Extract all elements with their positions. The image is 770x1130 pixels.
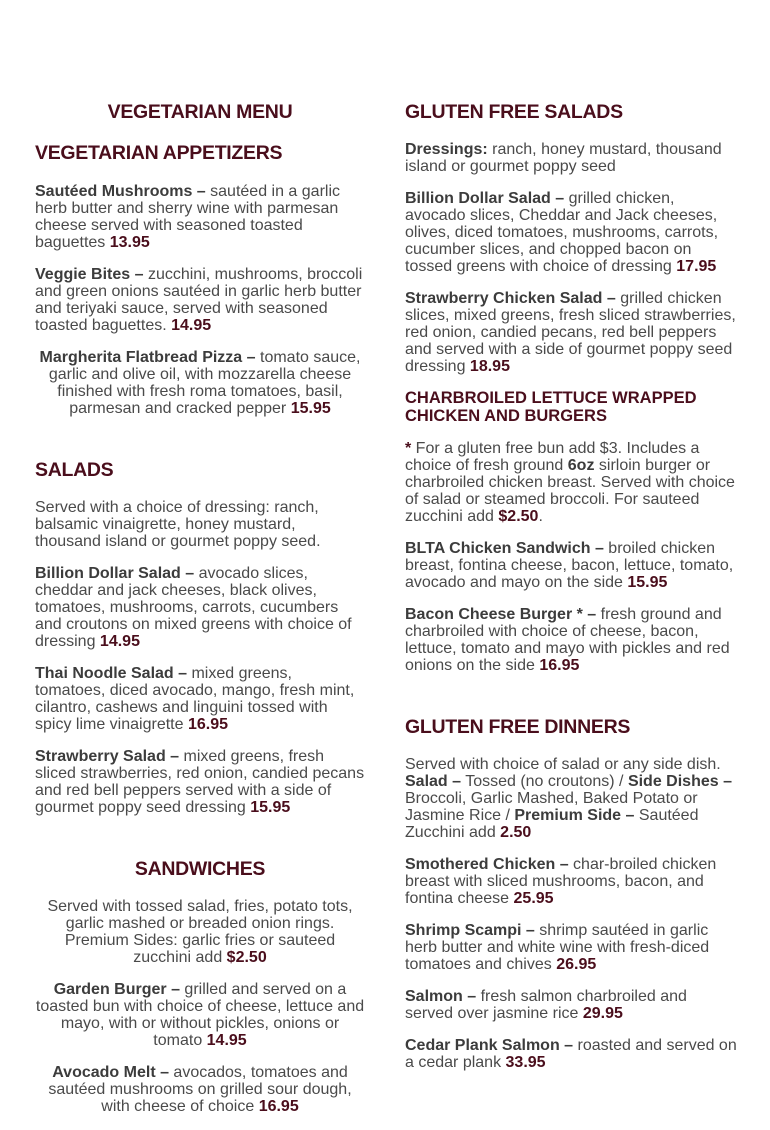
- item-description: mixed greens, tomatoes, diced avocado, mango, fresh mint, cilantro, cashews and linguini tossed with spicy lime vinaigrette: [35, 665, 355, 734]
- item-description: grilled chicken slices, mixed greens, fresh sliced strawberries, red onion, candied pecans, red bell peppers and served with a side of gourmet poppy seed dressing: [405, 290, 736, 376]
- menu-item: [405, 540, 737, 591]
- item-price: 26.95: [556, 956, 597, 974]
- item-price: 16.95: [187, 716, 228, 734]
- item-price: 15.95: [290, 399, 331, 417]
- item-description: mixed greens, fresh sliced strawberries, red onion, candied pecans and red bell peppers served with a side of gourmet poppy seed dressing: [35, 748, 365, 817]
- item-name: Veggie Bites –: [35, 265, 144, 283]
- dinners-intro: Served with choice of salad or any side dish. Salad – Tossed (no croutons) / Side Dishes – Broccoli, Garlic Mashed, Baked Potato or Jasmine Rice / Premium Side – Sautéed Zucchini add 2.50: [405, 756, 732, 842]
- item-description: sautéed in a garlic herb butter and sherry wine with parmesan cheese served with seasoned toasted baguettes: [35, 182, 341, 251]
- sandwiches-intro: Served with tossed salad, fries, potato tots, garlic mashed or breaded onion rings. Premium Sides: garlic fries or sauteed zucchini add $2.50: [47, 898, 353, 967]
- item-description: fresh ground and charbroiled with choice of cheese, bacon, lettuce, tomato and mayo with pickles and red onions on the side: [405, 605, 730, 674]
- item-name: Sautéed Mushrooms –: [35, 182, 206, 200]
- item-description: avocados, tomatoes and sautéed mushrooms on grilled sour dough, with cheese of choice: [48, 1064, 352, 1116]
- vegetarian-appetizers-title: VEGETARIAN APPETIZERS: [35, 142, 283, 165]
- charbroiled-title: CHARBROILED LETTUCE WRAPPED CHICKEN AND BURGERS: [405, 389, 697, 425]
- dressings-line: Dressings: ranch, honey mustard, thousand island or gourmet poppy seed: [405, 141, 722, 176]
- menu-item: [35, 349, 365, 417]
- item-name: Cedar Plank Salmon –: [405, 1037, 574, 1055]
- menu-item: [405, 190, 737, 275]
- menu-item: [35, 748, 365, 816]
- item-description: grilled chicken, avocado slices, Cheddar and Jack cheeses, olives, diced tomatoes, mushrooms, carrots, cucumber slices, and chopped bacon on tossed greens with choice of dressing: [405, 190, 719, 276]
- item-price: 25.95: [513, 890, 554, 908]
- gluten-free-bun-note: * For a gluten free bun add $3. Includes a choice of fresh ground 6oz sirloin burger or charbroiled chicken breast. Served with choice of salad or steamed broccoli. For sauteed zucchini add $2.50.: [405, 439, 735, 525]
- item-name: BLTA Chicken Sandwich –: [405, 539, 604, 557]
- menu-item: [405, 856, 737, 907]
- item-price: 33.95: [505, 1054, 546, 1072]
- gluten-free-salads-title: GLUTEN FREE SALADS: [405, 101, 623, 123]
- menu-item: [35, 266, 365, 334]
- item-name: Bacon Cheese Burger * –: [405, 605, 597, 623]
- menu-item: [405, 1037, 737, 1071]
- right-column: [405, 100, 737, 1086]
- item-price: 14.95: [206, 1032, 247, 1050]
- item-description: fresh salmon charbroiled and served over jasmine rice: [405, 988, 687, 1023]
- item-price: 17.95: [676, 258, 717, 276]
- item-price: 16.95: [258, 1098, 299, 1116]
- item-name: Avocado Melt –: [52, 1064, 169, 1082]
- menu-item: [405, 988, 737, 1022]
- menu-item: [35, 1064, 365, 1115]
- item-description: shrimp sautéed in garlic herb butter and white wine with fresh-diced tomatoes and chives: [405, 922, 710, 974]
- item-name: Thai Noodle Salad –: [35, 665, 188, 683]
- item-price: 14.95: [171, 316, 212, 334]
- item-description: char-broiled chicken breast with sliced mushrooms, bacon, and fontina cheese: [405, 856, 717, 908]
- item-name: Margherita Flatbread Pizza –: [39, 348, 256, 366]
- dressings-label: Dressings:: [405, 141, 488, 159]
- item-description: tomato sauce, garlic and olive oil, with mozzarella cheese finished with fresh roma tomatoes, basil, parmesan and cracked pepper: [48, 348, 361, 417]
- item-description: zucchini, mushrooms, broccoli and green onions sautéed in garlic herb butter and teriyaki sauce, served with seasoned toasted baguettes.: [35, 265, 363, 334]
- item-description: roasted and served on a cedar plank: [405, 1037, 737, 1072]
- item-price: 18.95: [469, 358, 510, 376]
- menu-item: [35, 665, 365, 733]
- premium-side-price: $2.50: [226, 949, 267, 967]
- item-name: Shrimp Scampi –: [405, 922, 535, 940]
- item-price: 16.95: [539, 656, 580, 674]
- item-description: grilled and served on a toasted bun with choice of cheese, lettuce and mayo, with or without pickles, onions or tomato: [35, 981, 365, 1050]
- menu-item: [35, 565, 365, 650]
- item-name: Billion Dollar Salad –: [35, 565, 195, 583]
- item-name: Billion Dollar Salad –: [405, 190, 565, 208]
- item-price: 15.95: [627, 573, 668, 591]
- menu-item: [35, 981, 365, 1049]
- left-column: [35, 100, 365, 1130]
- gluten-free-dinners-title: GLUTEN FREE DINNERS: [405, 715, 631, 738]
- item-name: Garden Burger –: [53, 981, 180, 999]
- menu-item: [35, 183, 365, 251]
- item-price: 13.95: [109, 233, 150, 251]
- menu-item: [405, 290, 737, 375]
- sandwiches-title: SANDWICHES: [134, 858, 266, 881]
- asterisk: *: [405, 439, 412, 457]
- item-price: 14.95: [99, 633, 140, 651]
- item-name: Strawberry Chicken Salad –: [405, 290, 616, 308]
- item-name: Strawberry Salad –: [35, 748, 180, 766]
- item-price: 15.95: [250, 799, 291, 817]
- menu-item: [405, 606, 737, 674]
- salads-title: SALADS: [35, 458, 114, 481]
- salads-intro: Served with a choice of dressing: ranch, balsamic vinaigrette, honey mustard, thousand island or gourmet poppy seed.: [35, 499, 321, 551]
- menu-item: [405, 922, 737, 973]
- item-name: Smothered Chicken –: [405, 856, 569, 874]
- item-description: broiled chicken breast, fontina cheese, bacon, lettuce, tomato, avocado and mayo on the side: [405, 539, 734, 591]
- item-name: Salmon –: [405, 988, 477, 1006]
- item-description: avocado slices, cheddar and jack cheeses, black olives, tomatoes, mushrooms, carrots, cucumbers and croutons on mixed greens with choice of dressing: [35, 565, 352, 651]
- vegetarian-menu-title: VEGETARIAN MENU: [107, 101, 293, 123]
- item-price: 29.95: [582, 1005, 623, 1023]
